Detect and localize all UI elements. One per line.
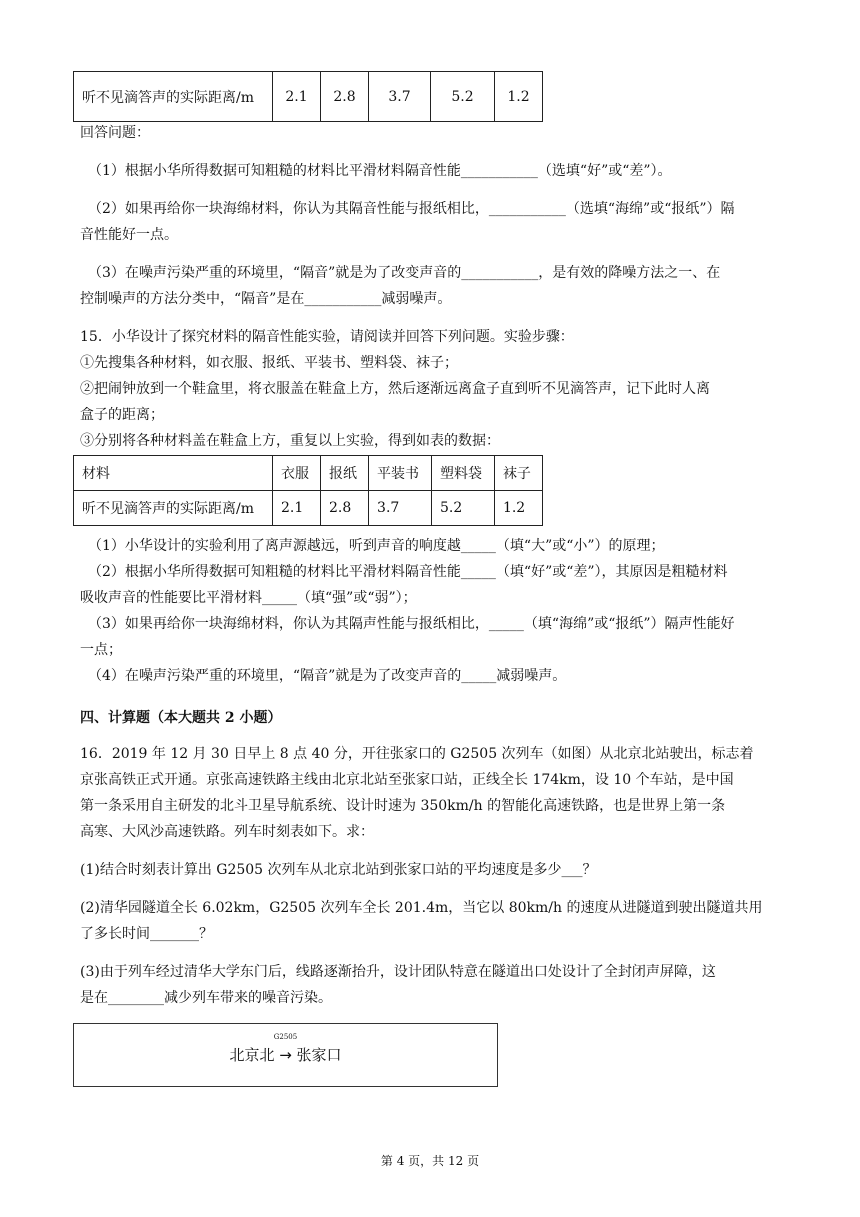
train-route-figure [73, 1023, 498, 1087]
distance-table-continued [73, 71, 543, 122]
question-16-stem: 第一条采用自主研发的北斗卫星导航系统、设计时速为 350km/h 的智能化高速铁路，也是世界上第一条 [80, 798, 726, 814]
table-cell: 3.7 [369, 491, 432, 526]
table-cell: 听不见滴答声的实际距离/m [74, 491, 273, 526]
sub-question: (2)清华园隧道全长 6.02km，G2505 次列车全长 201.4m，当它以 80km/h 的速度从进隧道到驶出隧道共用 [80, 900, 763, 916]
table-header: 衣服 [273, 456, 321, 491]
question-text: 音性能好一点。 [80, 227, 178, 243]
table-header: 袜子 [494, 456, 542, 491]
question-16-stem: 16．2019 年 12 月 30 日早上 8 点 40 分，开往张家口的 G2505 次列车（如图）从北京北站驶出，标志着 [80, 746, 754, 762]
question-15-stem: 15．小华设计了探究材料的隔音性能实验，请阅读并回答下列问题。实验步骤： [80, 329, 574, 345]
question-text: （3）如果再给你一块海绵材料，你认为其隔声性能与报纸相比，_____（填“海绵”或“报纸”）隔声性能好 [88, 616, 735, 632]
page-footer: 第 4 页，共 12 页 [380, 1154, 480, 1168]
question-text: 控制噪声的方法分类中，“隔音”是在___________减弱噪声。 [80, 291, 452, 307]
table-cell: 3.7 [369, 72, 431, 122]
table-header-row [74, 456, 543, 491]
answer-prompt: 回答问题： [80, 125, 150, 141]
table-cell: 听不见滴答声的实际距离/m [74, 72, 273, 122]
table-cell: 5.2 [431, 491, 494, 526]
step-text: ②把闹钟放到一个鞋盒里，将衣服盖在鞋盒上方，然后逐渐远离盒子直到听不见滴答声，记下此时人离 [80, 381, 710, 397]
sub-question: (1)结合时刻表计算出 G2505 次列车从北京北站到张家口站的平均速度是多少___？ [80, 862, 597, 878]
question-text: （3）在噪声污染严重的环境里，“隔音”就是为了改变声音的___________，是有效的降噪方法之一、在 [88, 265, 721, 281]
question-16-stem: 高寒、大风沙高速铁路。列车时刻表如下。求： [80, 824, 374, 840]
table-cell: 1.2 [494, 491, 542, 526]
section-heading: 四、计算题（本大题共 2 小题） [80, 710, 282, 726]
table-cell: 1.2 [495, 72, 543, 122]
sub-question: (3)由于列车经过清华大学东门后，线路逐渐抬升，设计团队特意在隧道出口处设计了全封闭声屏障，这 [80, 964, 716, 980]
table-cell: 2.1 [273, 491, 321, 526]
question-text: （1）根据小华所得数据可知粗糙的材料比平滑材料隔音性能___________（选填“好”或“差”）。 [88, 163, 672, 179]
table-header: 报纸 [321, 456, 369, 491]
question-text: （1）小华设计的实验利用了离声源越远，听到声音的响度越_____（填“大”或“小”）的原理； [88, 538, 665, 554]
sub-question: 是在________减少列车带来的噪音污染。 [80, 990, 332, 1006]
question-text: （4）在噪声污染严重的环境里，“隔音”就是为了改变声音的_____减弱噪声。 [88, 668, 567, 684]
question-text: （2）根据小华所得数据可知粗糙的材料比平滑材料隔音性能_____（填“好”或“差”），其原因是粗糙材料 [88, 564, 728, 580]
route-label: 北京北 → 张家口 [229, 1046, 342, 1064]
table-header: 塑料袋 [431, 456, 494, 491]
step-text: 盒子的距离； [80, 407, 164, 423]
table-header: 平装书 [369, 456, 432, 491]
sub-question: 了多长时间_______？ [80, 926, 213, 942]
material-distance-table [73, 455, 543, 526]
step-text: ①先搜集各种材料，如衣服、报纸、平装书、塑料袋、袜子； [80, 355, 458, 371]
question-text: 一点； [80, 642, 122, 658]
table-cell: 2.8 [321, 491, 369, 526]
table-row [74, 491, 543, 526]
step-text: ③分别将各种材料盖在鞋盒上方，重复以上实验，得到如表的数据： [80, 433, 500, 449]
question-16-stem: 京张高铁正式开通。京张高速铁路主线由北京北站至张家口站，正线全长 174km，设 10 个车站，是中国 [80, 772, 734, 788]
table-header: 材料 [74, 456, 273, 491]
question-text: （2）如果再给你一块海绵材料，你认为其隔音性能与报纸相比，___________（选填“海绵”或“报纸”）隔 [88, 201, 735, 217]
train-code-label: G2505 [273, 1033, 298, 1041]
table-cell: 2.8 [321, 72, 369, 122]
question-text: 吸收声音的性能要比平滑材料_____（填“强”或“弱”）； [80, 590, 417, 606]
table-cell: 5.2 [431, 72, 495, 122]
table-cell: 2.1 [273, 72, 321, 122]
table-row [74, 72, 543, 122]
